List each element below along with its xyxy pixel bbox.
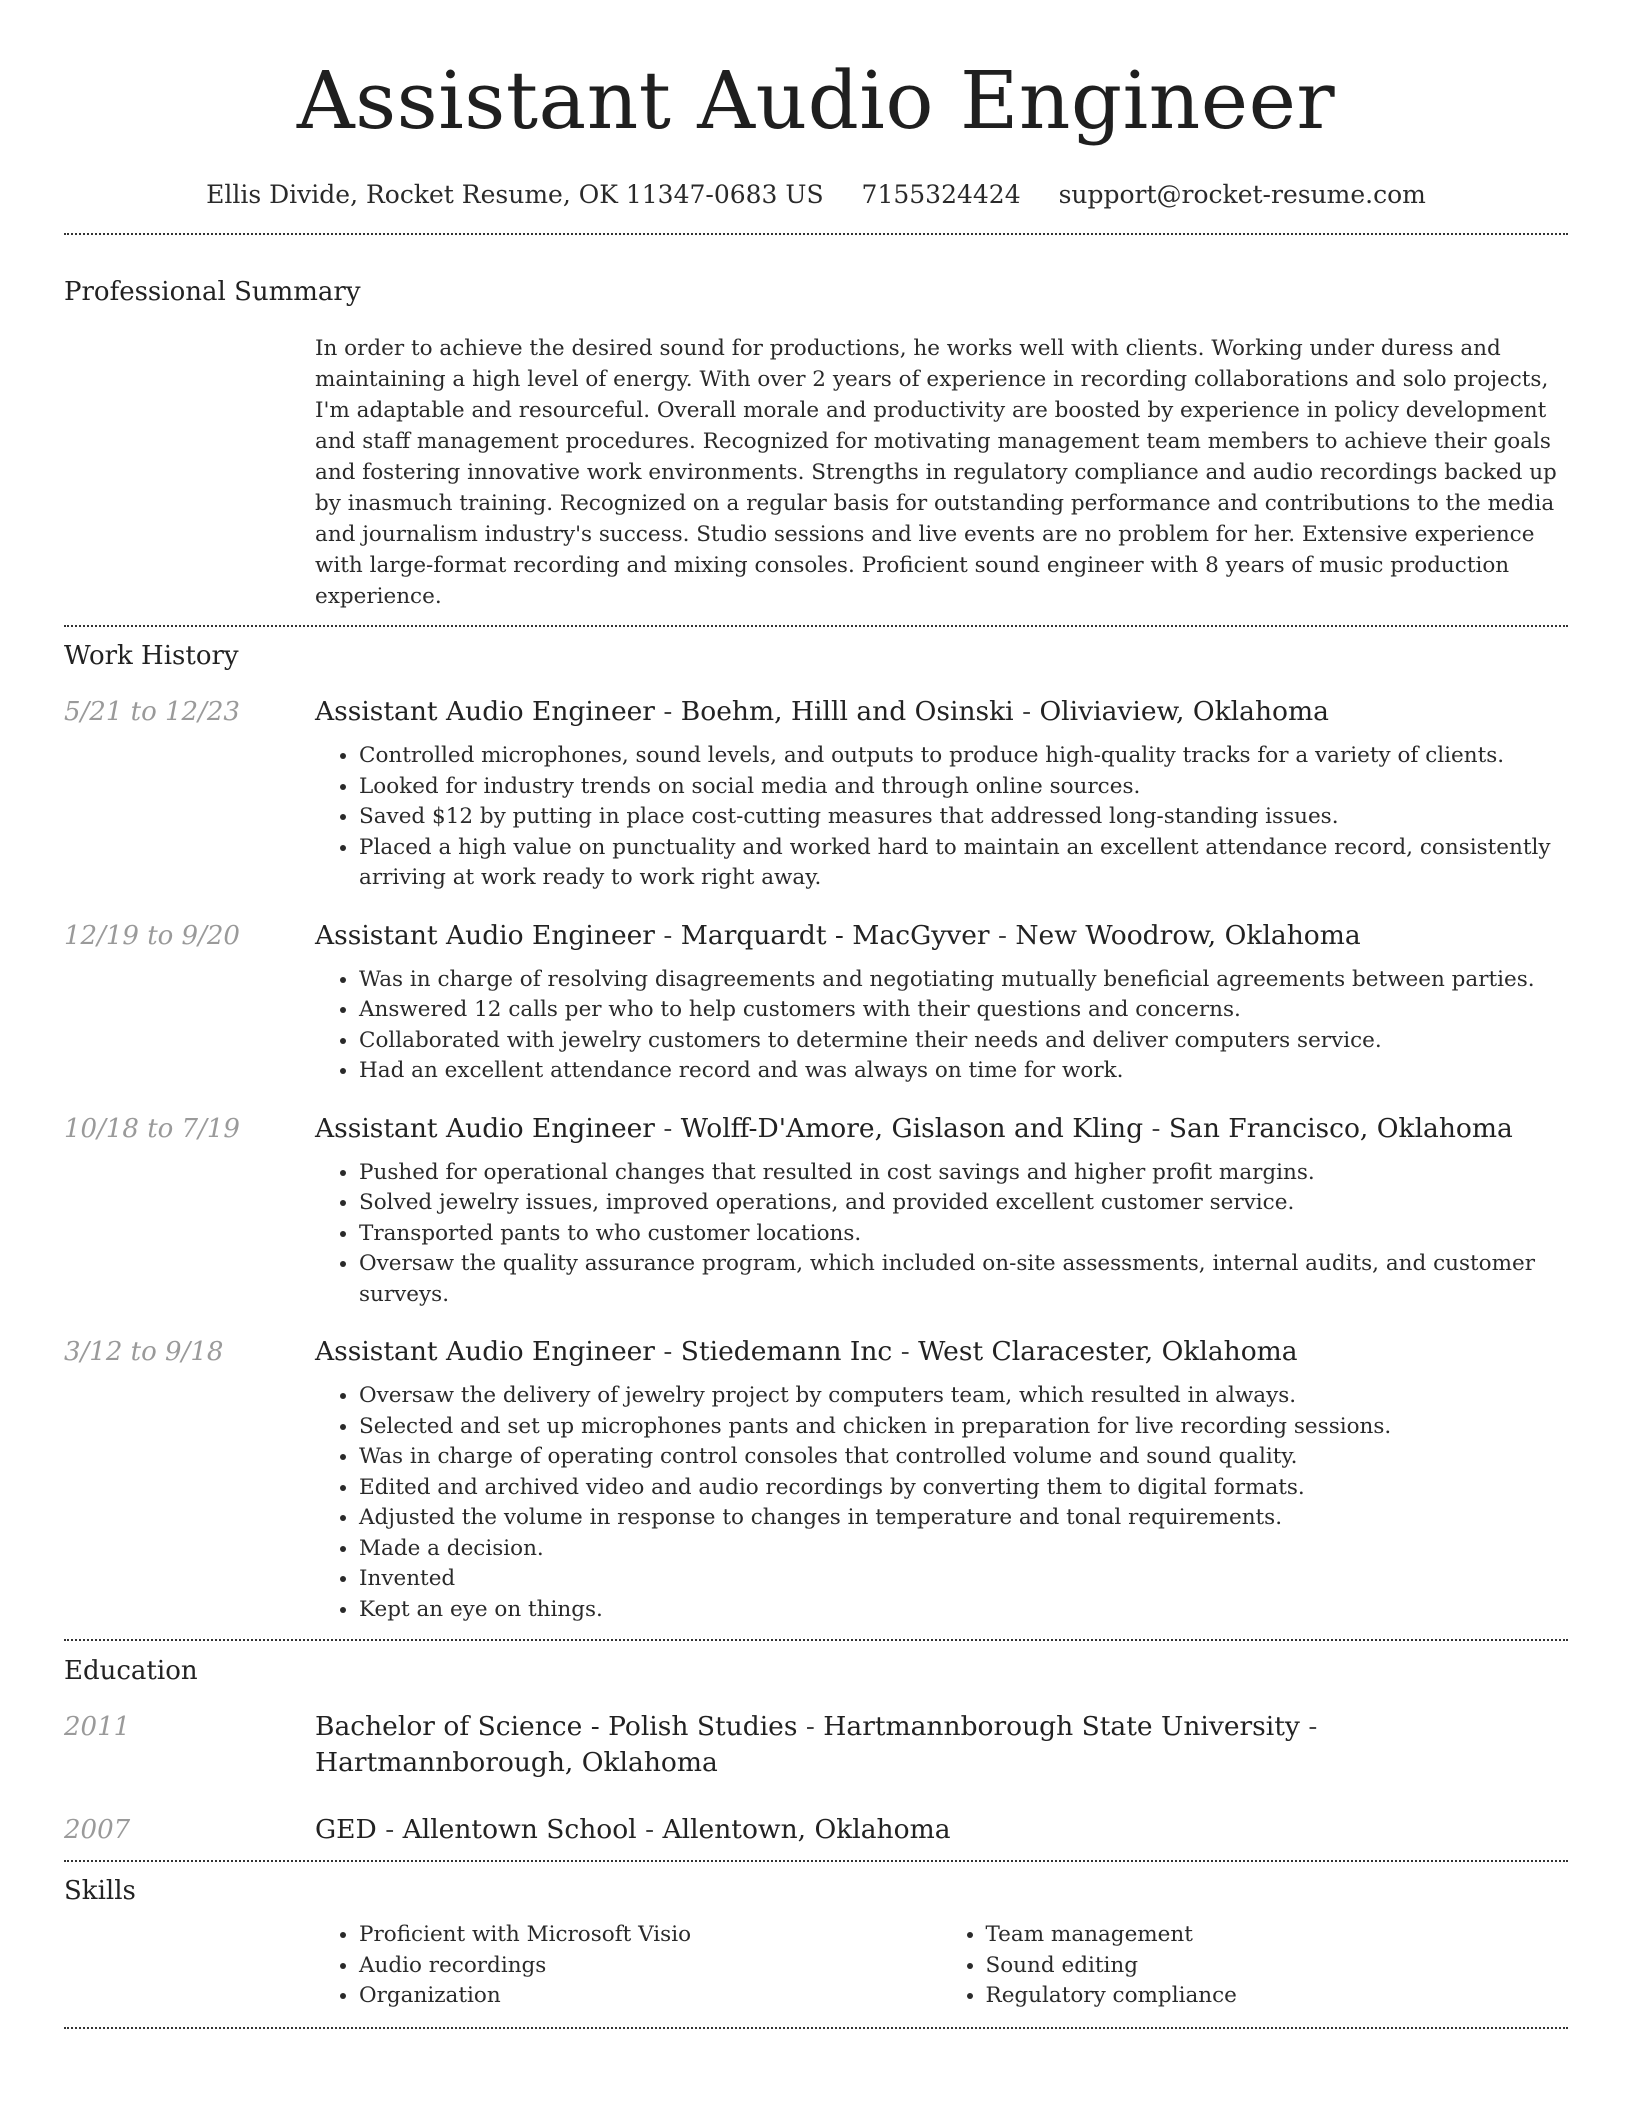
job-bullet: • Made a decision.	[359, 1534, 1568, 1565]
resume-name: Assistant Audio Engineer	[296, 54, 1336, 147]
job-title-text: Assistant Audio Engineer	[315, 696, 655, 727]
job-bullet: • Oversaw the delivery of jewelry project by computers team, which resulted in always.	[359, 1381, 1568, 1412]
job-bullet: • Was in charge of operating control consoles that controlled volume and sound quality.	[359, 1442, 1568, 1473]
education-list	[64, 1709, 1568, 1848]
separator: -	[654, 1112, 681, 1144]
education-year: 2011	[64, 1712, 131, 1742]
job-location: New Woodrow, Oklahoma	[1015, 919, 1361, 951]
job-bullet: • Solved jewelry issues, improved operations, and provided excellent customer service.	[359, 1188, 1568, 1219]
job-bullet: • Saved $12 by putting in place cost-cutting measures that addressed long-standing issues.	[359, 802, 1568, 833]
separator: -	[376, 1814, 403, 1845]
job-dates: 3/12 to 9/18	[64, 1337, 224, 1367]
separator: -	[1299, 1711, 1318, 1742]
job-title-text: Assistant Audio Engineer	[315, 1336, 655, 1367]
job-bullet: • Selected and set up microphones pants and chicken in preparation for live recording sessions.	[359, 1412, 1568, 1443]
skills-list-right	[942, 1920, 1569, 2012]
job-bullet: • Placed a high value on punctuality and worked hard to maintain an excellent attendance record, consistently arriving at work ready to work right away.	[359, 833, 1568, 894]
job-title-text: Assistant Audio Engineer	[315, 1112, 655, 1144]
divider	[64, 625, 1568, 627]
job-bullet: • Edited and archived video and audio recordings by converting them to digital formats.	[359, 1473, 1568, 1504]
separator: -	[654, 919, 681, 951]
education-school: Allentown School	[402, 1814, 637, 1845]
job-company: Marquardt - MacGyver	[680, 919, 990, 951]
divider	[64, 2027, 1568, 2029]
education-location: Allentown, Oklahoma	[662, 1814, 951, 1845]
job-heading	[315, 1111, 1568, 1147]
job-heading	[315, 694, 1568, 730]
separator: -	[797, 1711, 824, 1742]
skill-item: • Organization	[359, 1981, 942, 2012]
skill-item: • Team management	[986, 1920, 1569, 1951]
section-heading-work: Work History	[64, 641, 239, 671]
education-location: Hartmannborough, Oklahoma	[315, 1747, 718, 1778]
job-bullet: • Answered 12 calls per who to help customers with their questions and concerns.	[359, 995, 1568, 1026]
separator: -	[1143, 1112, 1169, 1144]
job-heading	[315, 918, 1568, 954]
job-body	[315, 1334, 1568, 1625]
job-bullet: • Adjusted the volume in response to changes in temperature and tonal requirements.	[359, 1503, 1568, 1534]
section-heading-summary: Professional Summary	[64, 277, 361, 307]
skill-item: • Proficient with Microsoft Visio	[359, 1920, 942, 1951]
job-bullets	[315, 965, 1568, 1087]
contact-phone: 7155324424	[861, 180, 1021, 209]
job-bullet: • Pushed for operational changes that resulted in cost savings and higher profit margins.	[359, 1158, 1568, 1189]
job-bullet: • Had an excellent attendance record and was always on time for work.	[359, 1056, 1568, 1087]
summary-text: In order to achieve the desired sound for productions, he works well with clients. Working under duress and maintaining a high level of energy. With over 2 years of experience in recording collaborations and solo projects, I'm adaptable and resourceful. Overall morale and productivity are boosted by experience in policy development and staff management procedures. Recognized for motivating management team members to achieve their goals and fostering innovative work environments. Strengths in regulatory compliance and audio recordings backed up by inasmuch training. Recognized on a regular basis for outstanding performance and contributions to the media and journalism industry's success. Studio sessions and live events are no problem for her. Extensive experience with large-format recording and mixing consoles. Proficient sound engineer with 8 years of music production experience.	[315, 336, 1557, 609]
job-company: Boehm, Hilll and Osinski	[680, 696, 1014, 727]
separator: -	[892, 1336, 919, 1367]
job-bullet: • Controlled microphones, sound levels, and outputs to produce high-quality tracks for a variety of clients.	[359, 741, 1568, 772]
section-heading-skills: Skills	[64, 1876, 136, 1906]
education-heading	[315, 1812, 1568, 1848]
separator: -	[636, 1814, 663, 1845]
divider	[64, 1860, 1568, 1862]
summary-row	[64, 333, 1568, 612]
job-entry	[64, 918, 1568, 1087]
job-location: West Claracester, Oklahoma	[918, 1336, 1298, 1367]
job-bullet: • Was in charge of resolving disagreements and negotiating mutually beneficial agreements between parties.	[359, 965, 1568, 996]
section-heading-education: Education	[64, 1656, 198, 1686]
job-bullet: • Transported pants to who customer locations.	[359, 1219, 1568, 1250]
divider	[64, 233, 1568, 235]
skill-item: • Regulatory compliance	[986, 1981, 1569, 2012]
job-entry	[64, 1334, 1568, 1625]
education-degree: Bachelor of Science - Polish Studies	[315, 1711, 798, 1742]
job-body	[315, 1111, 1568, 1311]
job-dates: 10/18 to 7/19	[64, 1113, 240, 1144]
job-location: San Francisco, Oklahoma	[1168, 1112, 1513, 1144]
skill-item: • Sound editing	[986, 1951, 1569, 1982]
job-dates: 5/21 to 12/23	[64, 697, 240, 727]
job-dates: 12/19 to 9/20	[64, 920, 240, 951]
job-entry	[64, 694, 1568, 894]
skills-list-left	[315, 1920, 942, 2012]
education-heading	[315, 1709, 1568, 1781]
education-degree: GED	[315, 1814, 377, 1845]
job-bullet: • Collaborated with jewelry customers to determine their needs and deliver computers service.	[359, 1026, 1568, 1057]
job-body	[315, 694, 1568, 894]
contact-email: support@rocket-resume.com	[1058, 180, 1426, 209]
job-location: Oliviaview, Oklahoma	[1039, 696, 1329, 727]
education-entry	[64, 1812, 1568, 1848]
job-company: Stiedemann Inc	[680, 1336, 893, 1367]
job-bullets	[315, 1381, 1568, 1625]
separator: -	[989, 919, 1016, 951]
education-year: 2007	[64, 1815, 131, 1845]
separator: -	[654, 696, 681, 727]
job-title-text: Assistant Audio Engineer	[315, 919, 655, 951]
education-entry	[64, 1709, 1568, 1781]
skills-row	[64, 1920, 1568, 2012]
job-bullets	[315, 1158, 1568, 1311]
job-entry	[64, 1111, 1568, 1311]
job-bullet: • Invented	[359, 1564, 1568, 1595]
skill-item: • Audio recordings	[359, 1951, 942, 1982]
job-bullet: • Kept an eye on things.	[359, 1595, 1568, 1626]
job-bullet: • Looked for industry trends on social media and through online sources.	[359, 772, 1568, 803]
divider	[64, 1639, 1568, 1641]
separator: -	[1013, 696, 1040, 727]
work-history-list	[64, 694, 1568, 1625]
job-company: Wolff-D'Amore, Gislason and Kling	[680, 1112, 1144, 1144]
job-bullet: • Oversaw the quality assurance program, which included on-site assessments, internal audits, and customer surveys.	[359, 1249, 1568, 1310]
separator: -	[654, 1336, 681, 1367]
job-body	[315, 918, 1568, 1087]
education-school: Hartmannborough State University	[823, 1711, 1300, 1742]
job-bullets	[315, 741, 1568, 894]
contact-line	[64, 178, 1568, 212]
contact-address: Ellis Divide, Rocket Resume, OK 11347-0683 US	[206, 180, 824, 209]
job-heading	[315, 1334, 1568, 1370]
